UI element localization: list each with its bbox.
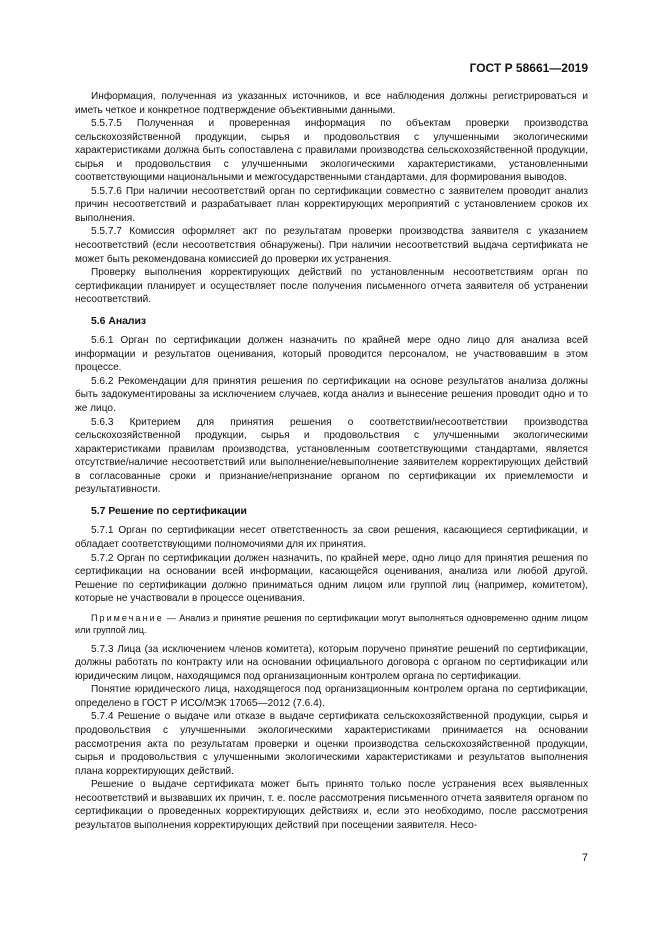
paragraph: Понятие юридического лица, находящегося под организационным контролем органа по сертификации, определено в ГОСТ Р ИСО/МЭК 17065—2012 (7.6.4). [75, 684, 588, 709]
document-header: ГОСТ Р 58661—2019 [469, 61, 588, 75]
paragraph: 5.6.2 Рекомендации для принятия решения по сертификации на основе результатов анализа должны быть задокументированы за исключением случаев, когда анализ и вынесение решения проводит одно и то же лицо. [75, 375, 588, 415]
section-heading-5-7: 5.7 Решение по сертификации [91, 505, 247, 517]
paragraph: 5.6.1 Орган по сертификации должен назначить по крайней мере одно лицо для анализа всей информации и результатов оценивания, который проводится персоналом, не участвовавшим в этом процессе. [75, 335, 588, 374]
paragraph: 5.7.4 Решение о выдаче или отказе в выдаче сертификата сельскохозяйственной продукции, сырья и продовольствия с улучшенными экологическими характеристиками принимается на основании рассмотрения акта по результатам проверки и оценки производства сельскохозяйственной продукции, сырья и продовольствия с улучшенными экологическими характеристиками и результатов выполнения плана корректирующих действий. [75, 711, 588, 777]
paragraph: 5.5.7.5 Полученная и проверенная информация по объектам проверки производства сельскохозяйственной продукции, сырья и продовольствия с улучшенными экологическими характеристиками должна быть сопоставлена с правилами производства сельскохозяйственной продукции, сырья и продовольствия с улучшенными экологическими характеристиками, установленными соответствующими национальными и межгосударственными стандартами, для формирования выводов. [75, 118, 588, 184]
note [75, 612, 588, 637]
page-number: 7 [581, 852, 588, 864]
document-body [75, 90, 588, 832]
note-text: — Анализ и принятие решения по сертификации могут выполняться одновременно одним лицом или группой лиц. [75, 612, 588, 636]
note-label: Примечание [91, 612, 164, 623]
paragraph: 5.6.3 Критерием для принятия решения о соответствии/несоответствии производства сельскохозяйственной продукции, сырья и продовольствия с улучшенными экологическими характеристиками правилам производства, установленным соответствующими стандартами, является отсутствие/наличие несоответствий или выполнение/невыполнение заявителем корректирующих действий в согласованные сроки и признание/непризнание органом по сертификации их приемлемости и результативности. [75, 416, 588, 496]
paragraph: 5.7.3 Лица (за исключением членов комитета), которым поручено принятие решений по сертификации, должны работать по контракту или на основании официального договора с органом по сертификации или юридическим лицом, находящимся под организационным контролем органа по сертификации. [75, 643, 588, 682]
paragraph: 5.7.2 Орган по сертификации должен назначить, по крайней мере, одно лицо для принятия решения по сертификации на основании всей информации, касающейся оценивания, анализа или любой другой. Решение по сертификации должно приниматься одним лицом или группой лиц (например, комитетом), которые не участвовали в процессе оценивания. [75, 552, 588, 605]
paragraph: 5.7.1 Орган по сертификации несет ответственность за свои решения, касающиеся сертификации, и обладает соответствующими полномочиями для их принятия. [75, 525, 588, 550]
paragraph: Проверку выполнения корректирующих действий по установленным несоответствиям орган по сертификации планирует и осуществляет после получения письменного отчета заявителя об устранении несоответствий. [75, 267, 588, 306]
section-heading-5-6: 5.6 Анализ [91, 315, 147, 327]
paragraph: Информация, полученная из указанных источников, и все наблюдения должны регистрироваться и иметь четкое и конкретное подтверждение объективными данными. [75, 91, 588, 116]
paragraph: 5.5.7.6 При наличии несоответствий орган по сертификации совместно с заявителем проводит анализ причин несоответствий и разрабатывает план корректирующих мероприятий с установлением сроков их выполнения. [75, 185, 588, 224]
paragraph: Решение о выдаче сертификата может быть принято только после устранения всех выявленных несоответствий и вызвавших их причин, т. е. после рассмотрения письменного отчета заявителя органом по сертификации о проведенных корректирующих действиях и, если это необходимо, после рассмотрения результатов выполнения корректирующих действий при посещении заявителя. Несо- [75, 779, 588, 831]
paragraph: 5.5.7.7 Комиссия оформляет акт по результатам проверки производства заявителя с указанием несоответствий (если несоответствия обнаружены). При наличии несоответствий выдача сертификата не может быть рекомендована комиссией до проверки их устранения. [75, 226, 588, 265]
